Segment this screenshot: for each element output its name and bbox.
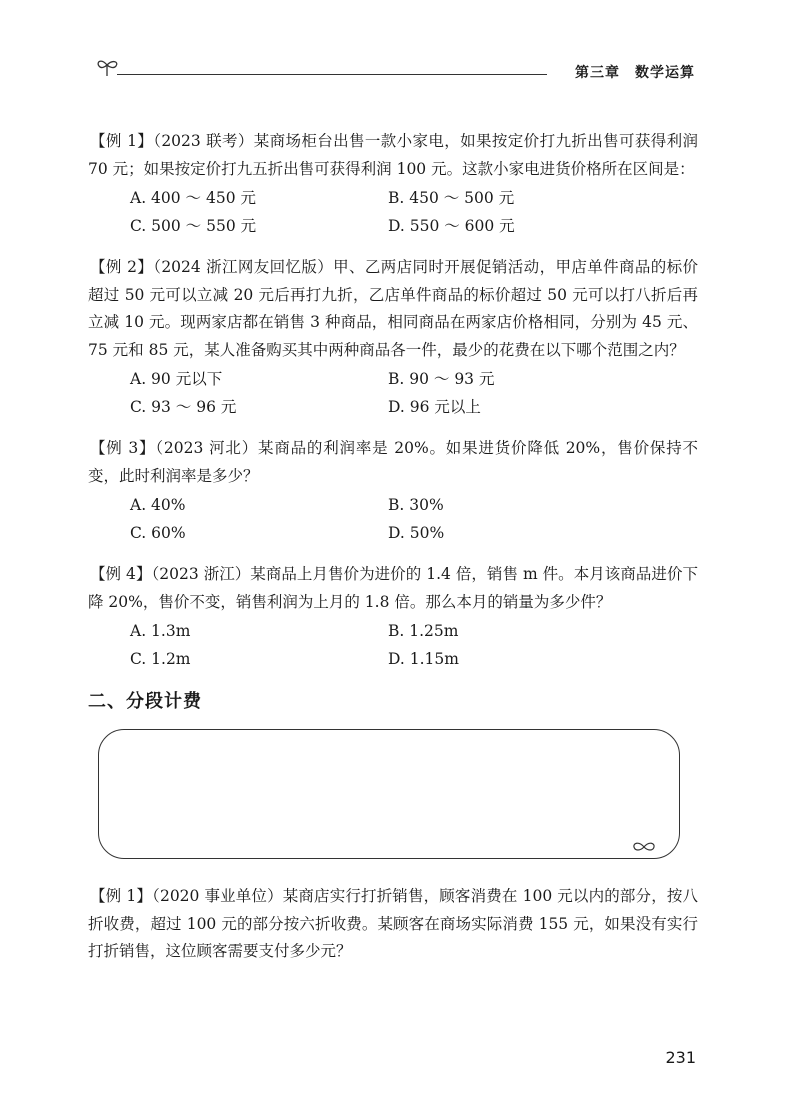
question-2 [88, 254, 698, 421]
section-title: 二、分段计费 [88, 691, 202, 712]
question-1 [88, 128, 698, 240]
note-box [98, 729, 680, 859]
leaf-icon [631, 840, 657, 854]
question-4 [88, 561, 698, 673]
question-5 [88, 883, 698, 966]
question-text: 【例 2】（2024 浙江网友回忆版）甲、乙两店同时开展促销活动，甲店单件商品的标价超过 50 元可以立减 20 元后再打九折，乙店单件商品的标价超过 50 元可以打八折后再立减 10 元。现两家店都在销售 3 种商品，相同商品在两家店价格相同，分别为 45 元、75 元和 85 元，某人准备购买其中两种商品各一件，最少的花费在以下哪个范围之内？ [88, 258, 698, 359]
option-b: B. 450 ～ 500 元 [388, 189, 515, 207]
option-a: A. 90 元以下 [130, 370, 223, 388]
option-a: A. 400 ～ 450 元 [130, 189, 256, 207]
chapter-title: 第三章 数学运算 [575, 65, 695, 81]
question-3 [88, 435, 698, 547]
question-text: 【例 1】（2023 联考）某商场柜台出售一款小家电，如果按定价打九折出售可获得利润 70 元；如果按定价打九五折出售可获得利润 100 元。这款小家电进货价格所在区间是： [88, 132, 698, 178]
question-text: 【例 1】（2020 事业单位）某商店实行打折销售，顾客消费在 100 元以内的部分，按八折收费，超过 100 元的部分按六折收费。某顾客在商场实际消费 155 元，如果没有实行打折销售，这位顾客需要支付多少元？ [88, 887, 698, 960]
option-b: B. 90 ～ 93 元 [388, 370, 495, 388]
option-d: D. 50% [388, 523, 445, 542]
page-content [88, 128, 698, 980]
page-number: 231 [665, 1048, 696, 1067]
running-header [95, 56, 695, 86]
option-d: D. 96 元以上 [388, 397, 481, 416]
option-a: A. 40% [130, 496, 186, 514]
question-text: 【例 4】（2023 浙江）某商品上月售价为进价的 1.4 倍，销售 m 件。本月该商品进价下降 20%，售价不变，销售利润为上月的 1.8 倍。那么本月的销量为多少件？ [88, 565, 698, 611]
option-c: C. 60% [130, 523, 186, 542]
option-a: A. 1.3m [130, 622, 191, 640]
option-b: B. 30% [388, 496, 444, 514]
options-grid [88, 618, 698, 673]
option-c: C. 500 ～ 550 元 [130, 216, 257, 235]
option-c: C. 1.2m [130, 649, 191, 668]
option-b: B. 1.25m [388, 622, 459, 640]
header-rule [117, 74, 547, 75]
option-d: D. 550 ～ 600 元 [388, 216, 515, 235]
question-text: 【例 3】（2023 河北）某商品的利润率是 20%。如果进货价降低 20%，售价保持不变，此时利润率是多少？ [88, 439, 698, 485]
option-c: C. 93 ～ 96 元 [130, 397, 237, 416]
option-d: D. 1.15m [388, 649, 459, 668]
options-grid [88, 492, 698, 547]
options-grid [88, 185, 698, 240]
options-grid [88, 366, 698, 421]
